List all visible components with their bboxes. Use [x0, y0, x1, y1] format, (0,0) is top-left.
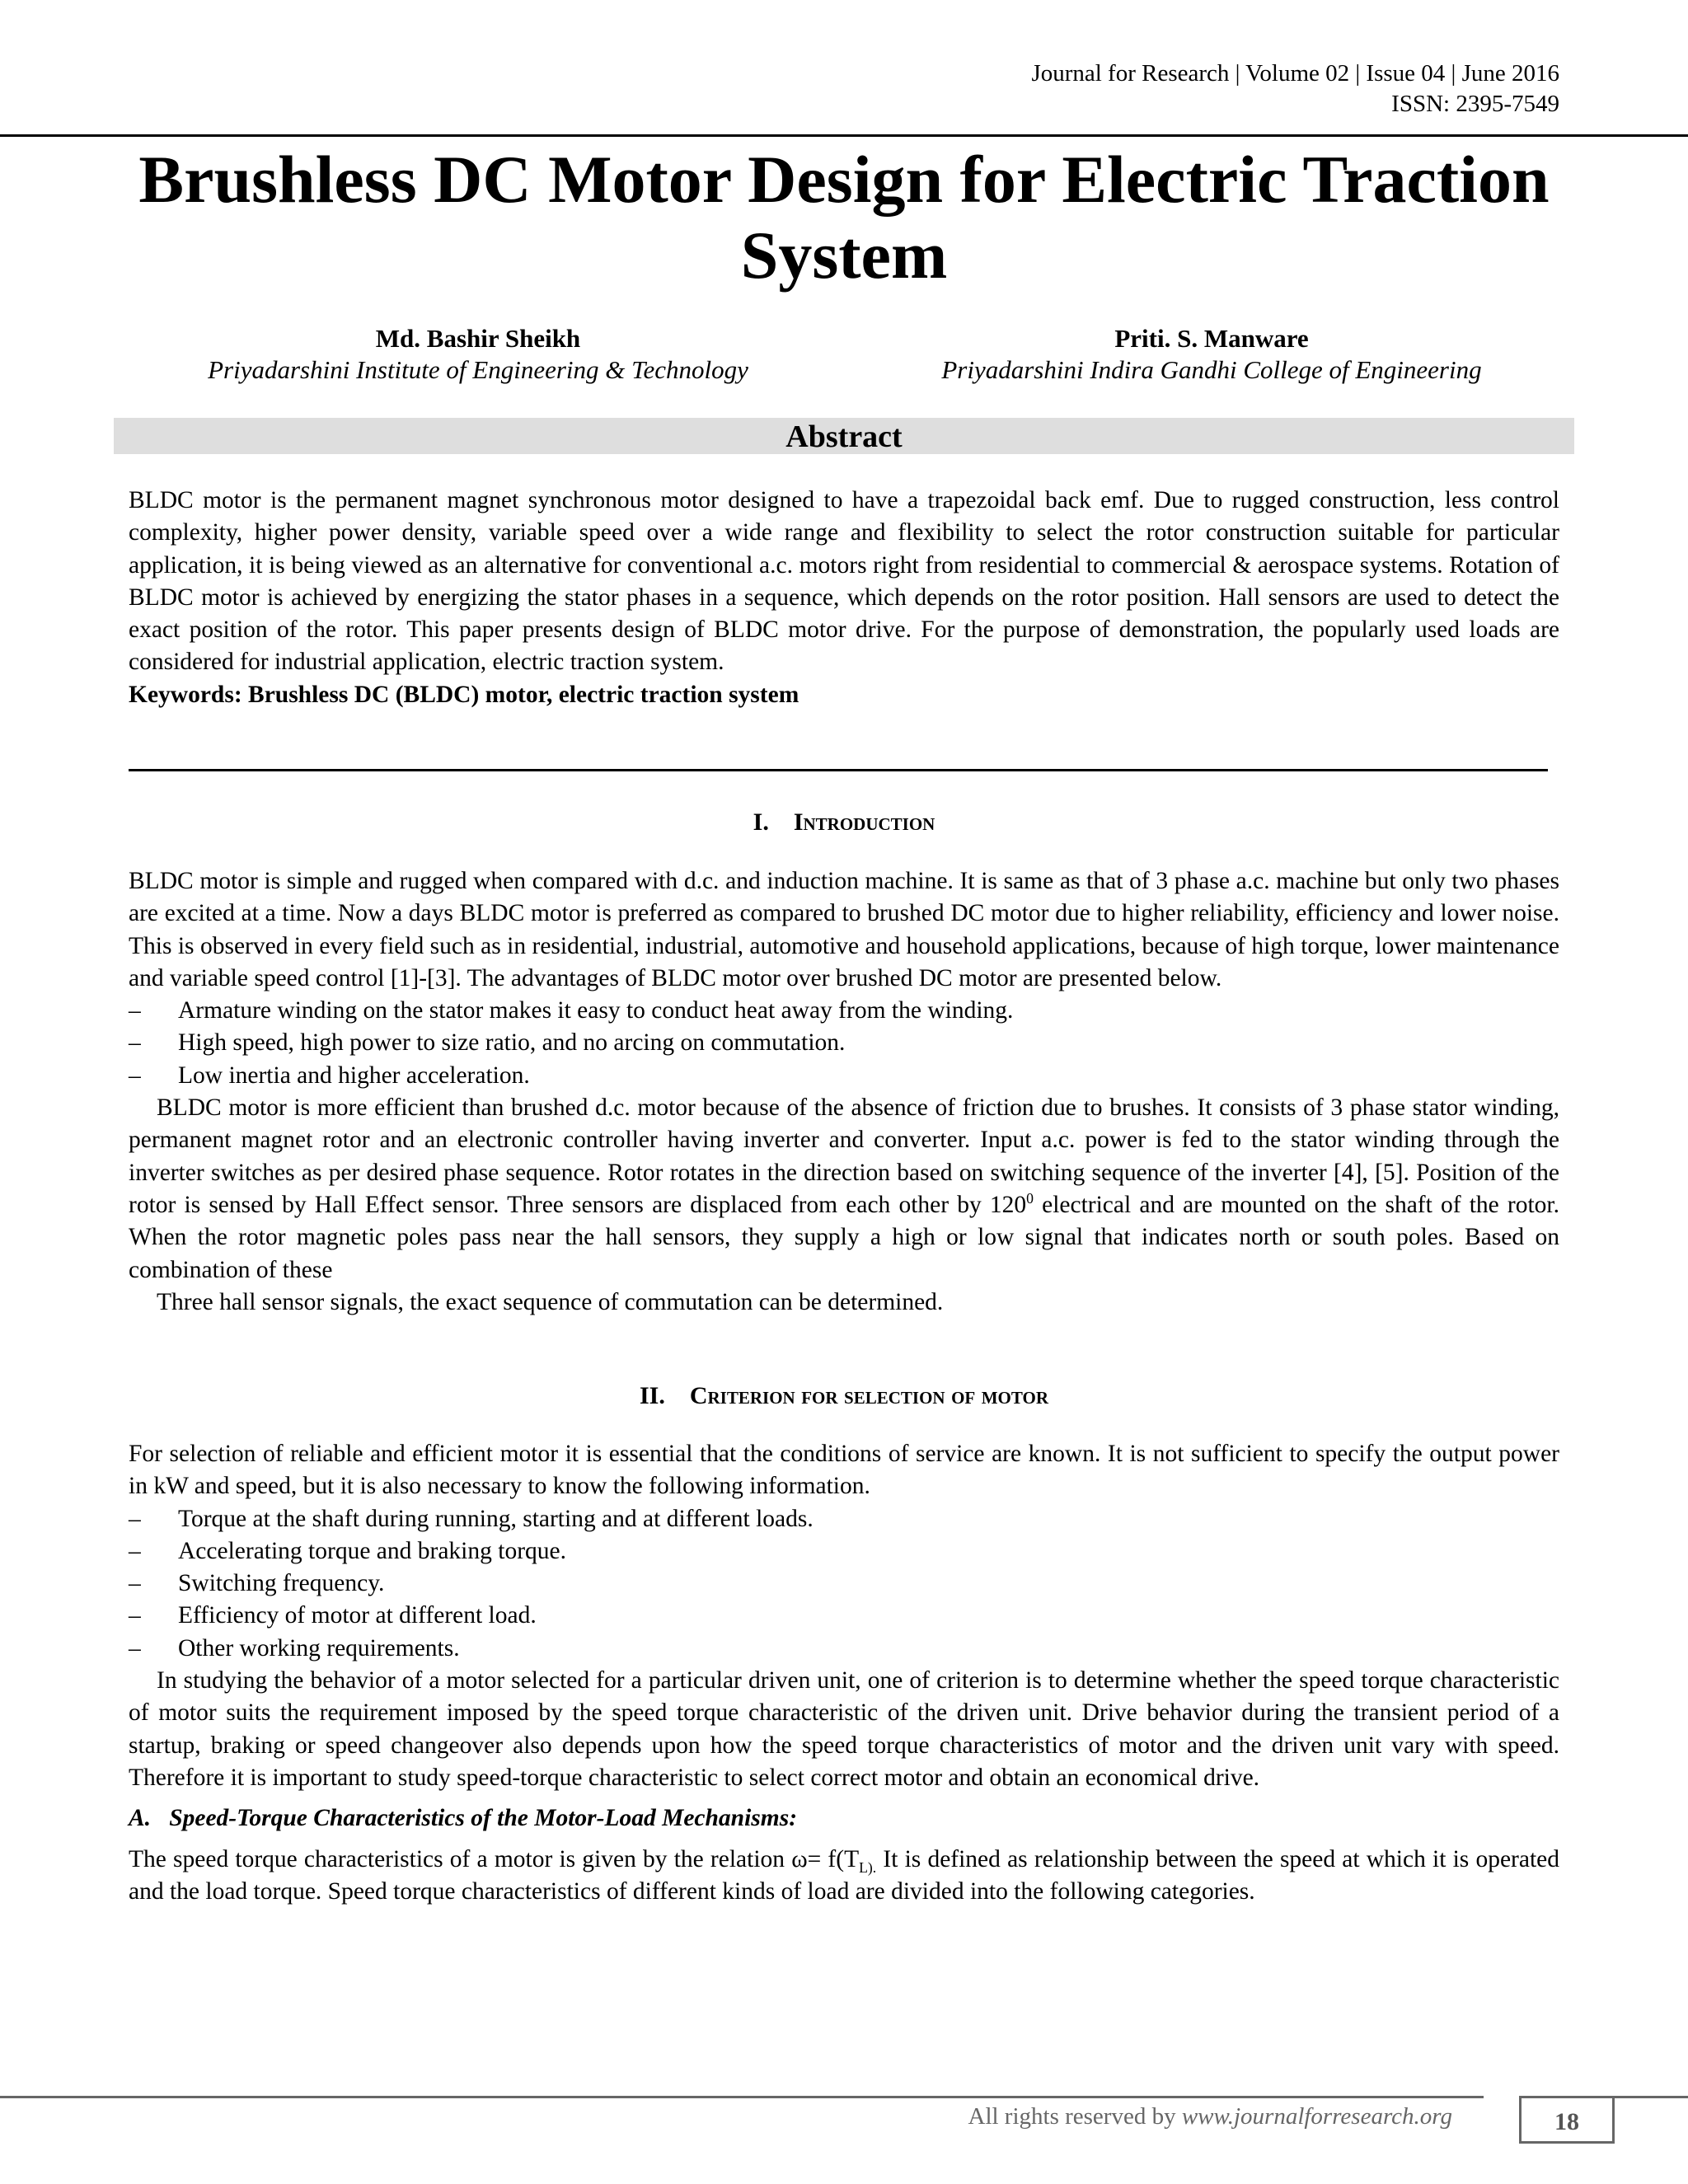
author-block-1 — [132, 323, 824, 386]
title-line-1: Brushless DC Motor Design for Electric Traction — [138, 142, 1550, 217]
paragraph: Three hall sensor signals, the exact sequence of commutation can be determined. — [157, 1288, 944, 1315]
author-institution: Priyadarshini Indira Gandhi College of Engineering — [941, 355, 1482, 384]
section-number: II. — [639, 1382, 665, 1409]
list-item: – Other working requirements. — [129, 1634, 460, 1661]
paragraph: BLDC motor is more efficient than brushed d.c. motor because of the absence of friction due to brushes. It consists of 3 phase stator winding, permanent magnet rotor and an electronic controller having inverter and converter. Input a.c. power is fed to the stator winding through the inverter switches as per desired phase sequence. Rotor rotates in the direction based on switching sequence of the inverter [4], [5]. Position of the rotor is sensed by Hall Effect sensor. Three sensors are displaced from each other by $120^0$ electrical and are mounted on the shaft of the rotor. When the rotor magnetic poles pass near the hall sensors, they supply a high or low signal that indicates north or south poles. Based on combination of these — [129, 1094, 1559, 1283]
section-number: I. — [753, 808, 769, 836]
list-item: – Accelerating torque and braking torque. — [129, 1537, 566, 1564]
list-item: – Switching frequency. — [129, 1570, 385, 1597]
list-item: – Low inertia and higher acceleration. — [129, 1062, 530, 1089]
header-divider — [0, 134, 1688, 137]
journal-link[interactable]: www.journalforresearch.org — [1181, 2103, 1452, 2130]
advantages-list — [129, 995, 1559, 1092]
criterion-body — [129, 1438, 1559, 1908]
introduction-body — [129, 865, 1559, 1319]
subsection-heading: A. Speed-Torque Characteristics of the Motor-Load Mechanisms: — [129, 1805, 798, 1832]
section-heading-introduction — [0, 808, 1688, 837]
abstract-text: BLDC motor is the permanent magnet synchronous motor designed to have a trapezoidal back emf. Due to rugged construction, less control complexity, higher power density, variable speed over a wide range and flexibility to select the rotor construction suitable for particular application, it is being viewed as an alternative for conventional a.c. motors right from residential to commercial & aerospace systems. Rotation of BLDC motor is achieved by energizing the stator phases in a sequence, which depends on the rotor position. Hall sensors are used to detect the exact position of the rotor. This paper presents design of BLDC motor drive. For the purpose of demonstration, the popularly used loads are considered for industrial application, electric traction system. — [129, 487, 1559, 676]
paragraph: For selection of reliable and efficient motor it is essential that the conditions of service are known. It is not sufficient to specify the output power in kW and speed, but it is also necessary to know the following information. — [129, 1441, 1559, 1500]
paragraph: The speed torque characteristics of a motor is given by the relation $\omega= f(T_{L).}$ It is defined as relationship between the speed at which it is operated and the load torque. Speed torque characteristics of different kinds of load are divided into the following categories. — [129, 1845, 1559, 1905]
section-title: Introduction — [793, 808, 935, 836]
requirements-list — [129, 1503, 1559, 1665]
issn-line: ISSN: 2395-7549 — [1391, 91, 1559, 117]
author-name: Priti. S. Manware — [1114, 324, 1309, 353]
title-line-2: System — [740, 218, 948, 293]
footer-divider — [0, 2096, 1484, 2098]
author-block-2 — [857, 323, 1566, 386]
paper-title — [0, 142, 1688, 293]
abstract-body — [129, 485, 1559, 711]
keywords: Keywords: Brushless DC (BLDC) motor, electric traction system — [129, 681, 799, 708]
list-item: – Torque at the shaft during running, starting and at different loads. — [129, 1505, 814, 1532]
page-number: 18 — [1519, 2096, 1615, 2144]
author-institution: Priyadarshini Institute of Engineering & Technology — [208, 355, 748, 384]
list-item: – Efficiency of motor at different load. — [129, 1602, 537, 1629]
paragraph: BLDC motor is simple and rugged when compared with d.c. and induction machine. It is same as that of 3 phase a.c. machine but only two phases are excited at a time. Now a days BLDC motor is preferred as compared to brushed DC motor due to higher reliability, efficiency and lower noise. This is observed in every field such as in residential, industrial, automotive and household applications, because of high torque, lower maintenance and variable speed control [1]-[3]. The advantages of BLDC motor over brushed DC motor are presented below. — [129, 868, 1559, 991]
list-item: – High speed, high power to size ratio, and no arcing on commutation. — [129, 1029, 846, 1057]
list-item: – Armature winding on the stator makes it easy to conduct heat away from the winding. — [129, 997, 1014, 1024]
footer-copyright: All rights reserved by www.journalforresearch.org — [968, 2103, 1452, 2130]
footer-divider-right — [1615, 2096, 1688, 2098]
abstract-separator — [129, 769, 1548, 771]
abstract-heading: Abstract — [114, 418, 1574, 454]
author-name: Md. Bashir Sheikh — [375, 324, 581, 353]
journal-header-line: Journal for Research | Volume 02 | Issue 04 | June 2016 — [1031, 60, 1559, 87]
paragraph: In studying the behavior of a motor selected for a particular driven unit, one of criterion is to determine whether the speed torque characteristic of motor suits the requirement imposed by the speed torque characteristic of the driven unit. Drive behavior during the transient period of a startup, braking or speed changeover also depends upon how the speed torque characteristics of motor and the driven unit vary with speed. Therefore it is important to study speed-torque characteristic to select correct motor and obtain an economical drive. — [129, 1667, 1559, 1791]
section-heading-criterion — [0, 1381, 1688, 1411]
section-title: Criterion for selection of motor — [689, 1382, 1049, 1409]
